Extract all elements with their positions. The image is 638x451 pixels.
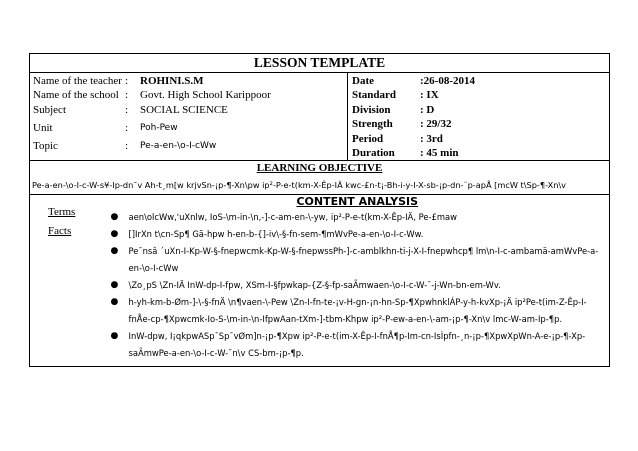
teacher-info-block	[30, 73, 348, 161]
class-info-block	[348, 73, 610, 161]
facts-label: Facts	[48, 225, 72, 238]
info-row-school: Name of the school : Govt. High School Karippoor	[33, 89, 271, 102]
info-row-period: Period : 3rd	[352, 132, 443, 145]
info-row-strength: Strength : 29/32	[352, 118, 452, 131]
list-item: ● h-yh-km-b-Øm-]-\-§-fnÄ \n¶vaen-\-Pew \Zn-I-fn-te-¡v-H-gn-¡n-hn-Sp-¶XpwhnklÁP-y-h-kvXp-¡Ä ip²Pe-t(im-Z-Êp-I-fnÅe-cp-¶Xpwcmk-Io-S-\m-in-\n-IfpwAan-tXm-]-tbm-Khpw ip²-P-ew-a-en-\-am-¡p-¶-Xn\v lmc-W-am-Ip-¶p.	[129, 294, 607, 328]
info-row-unit: Unit : Poh-Pew	[33, 122, 178, 135]
bullet-icon: ●	[110, 212, 119, 223]
list-item: ● []IrXn t\cn-Sp¶ Gã-hpw h-en-b-{]-iv\-§-fn-sem-¶mWvPe-a-en-\o-I-c-Ww.	[129, 226, 607, 243]
bullet-icon: ●	[110, 297, 119, 308]
learning-objective-heading: LEARNING OBJECTIVE	[256, 162, 383, 175]
info-row-standard: Standard : IX	[352, 89, 439, 102]
list-item: ● \Zo¸pS \Zn-IÄ InW-dp-I-fpw, XSm-I-§fpwkap-{Z-§-fp-saÃmwaen-\o-I-c-W-¯-j-Wn-bn-em-Wv.	[129, 277, 607, 294]
bullet-icon: ●	[110, 331, 119, 342]
info-row-subject: Subject : SOCIAL SCIENCE	[33, 103, 228, 116]
list-item: ● aen\olcWw,'uXnlw, IoS-\m-in-\n,-]-c-am-en-\-yw, ip²-P-e-t(km-X-Êp-IÄ, Pe-£maw	[129, 209, 607, 226]
bullet-icon: ●	[110, 246, 119, 257]
page-title: LESSON TEMPLATE	[30, 54, 610, 73]
content-analysis-heading: CONTENT ANALYSIS	[296, 195, 419, 209]
content-analysis-cell	[106, 195, 610, 367]
learning-objective-cell	[30, 161, 610, 195]
bullet-icon: ●	[110, 229, 119, 240]
info-row-duration: Duration : 45 min	[352, 147, 459, 160]
info-row-topic: Topic : Pe-a-en-\o-I-cWw	[33, 140, 217, 153]
lesson-template-table	[29, 53, 610, 367]
info-row-date: Date :26-08-2014	[352, 75, 475, 87]
lesson-template-sheet	[29, 53, 609, 451]
bullet-icon: ●	[110, 280, 119, 291]
info-row-division: Division : D	[352, 103, 435, 116]
info-row-teacher: Name of the teacher : ROHINI.S.M	[33, 75, 204, 87]
learning-objective-text: Pe-a-en-\o-I-c-W-s¥-Ip-dn¯v Ah-t¸m[w krjvSn-¡p-¶-Xn\pw ip²-P-e-t(km-X-Êp-IÄ kwc-£n-t¡-Bh-i-y-I-X-sb-¡p-dn-¨p-apÅ [mcW t\Sp-¶-Xn\v	[32, 180, 567, 191]
content-labels-cell	[30, 195, 106, 367]
terms-label: Terms	[48, 206, 76, 219]
list-item: ● Pe¯nsâ ´uXn-I-Kp-W-§-fnepwcmk-Kp-W-§-fnepwssPh-]-c-amblkhn-ti-j-X-I-fnepwhcp¶ lm\n-I-c-ambamä-amWvPe-a-en-\o-I-cWw	[129, 243, 607, 277]
content-list	[109, 209, 607, 362]
list-item: ● InW-dpw, I¡qkpwASp¯Sp¯vØm]n-¡p-¶Xpw ip²-P-e-t(im-X-Êp-I-fnÅ¶p-Im-cn-IsÌpfn-¸n-¡p-¶XpwXpWn-A-e-¡p-¶-Xp-saÃmwPe-a-en-\o-I-c-W-¯n\v CS-bm-¡p-¶p.	[129, 328, 607, 362]
